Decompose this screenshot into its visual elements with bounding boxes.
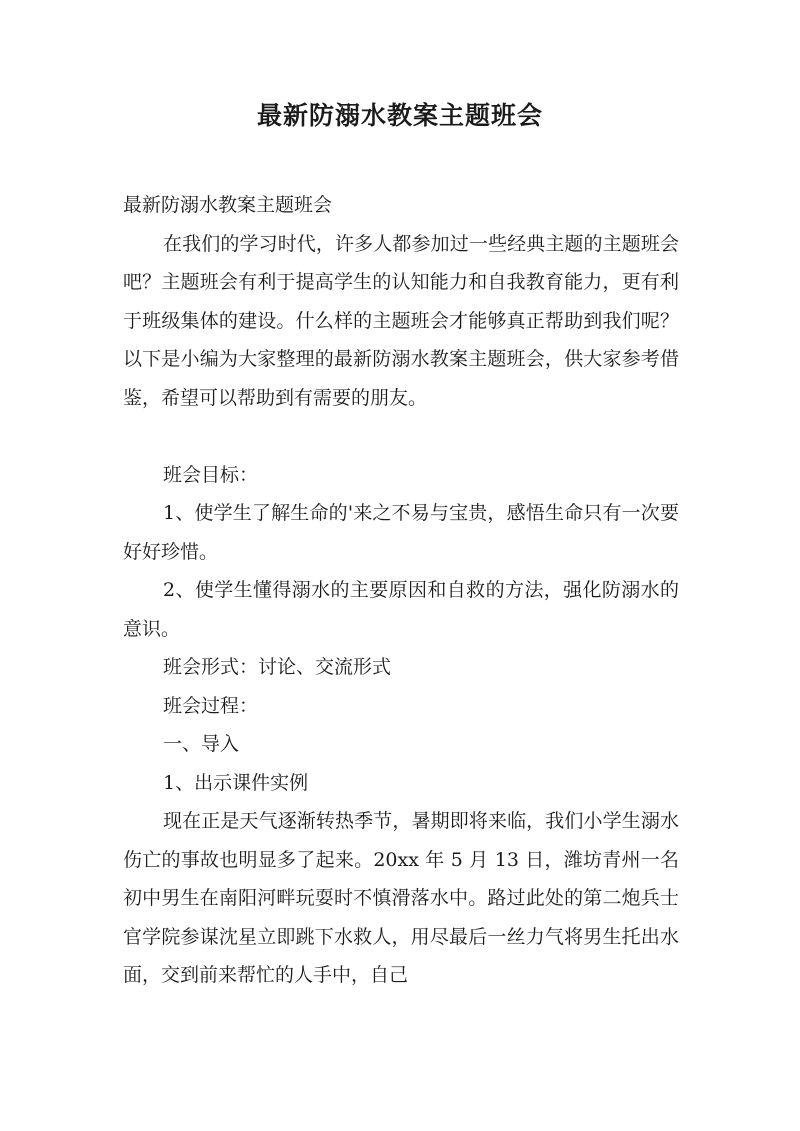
case-paragraph: 现在正是天气逐渐转热季节，暑期即将来临，我们小学生溺水伤亡的事故也明显多了起来。20xx 年 5 月 13 日，潍坊青州一名初中男生在南阳河畔玩耍时不慎滑落水中。路过此处的第二炮兵士官学院参谋沈星立即跳下水救人，用尽最后一丝力气将男生托出水面，交到前来帮忙的人手中，自己 bbox=[123, 810, 679, 986]
paragraph-spacer bbox=[123, 417, 679, 456]
goal-item-1: 1、使学生了解生命的'来之不易与宝贵，感悟生命只有一次要好好珍惜。 bbox=[123, 502, 679, 563]
goal-heading: 班会目标： bbox=[163, 463, 259, 486]
goal-item-2: 2、使学生懂得溺水的主要原因和自救的方法，强化防溺水的意识。 bbox=[123, 579, 679, 640]
list-item-1: 1、出示课件实例 bbox=[163, 771, 309, 794]
subtitle-paragraph: 最新防溺水教案主题班会 bbox=[123, 194, 333, 216]
section-heading-1: 一、导入 bbox=[163, 733, 240, 755]
process-heading: 班会过程： bbox=[163, 694, 259, 717]
document-title: 最新防溺水教案主题班会 bbox=[256, 101, 543, 130]
format-paragraph: 班会形式：讨论、交流形式 bbox=[163, 656, 392, 678]
document-body bbox=[123, 186, 679, 995]
intro-paragraph: 在我们的学习时代，许多人都参加过一些经典主题的主题班会吧？主题班会有利于提高学生的认知能力和自我教育能力，更有利于班级集体的建设。什么样的主题班会才能够真正帮助到我们呢？以下是小编为大家整理的最新防溺水教案主题班会，供大家参考借鉴，希望可以帮助到有需要的朋友。 bbox=[123, 232, 679, 409]
